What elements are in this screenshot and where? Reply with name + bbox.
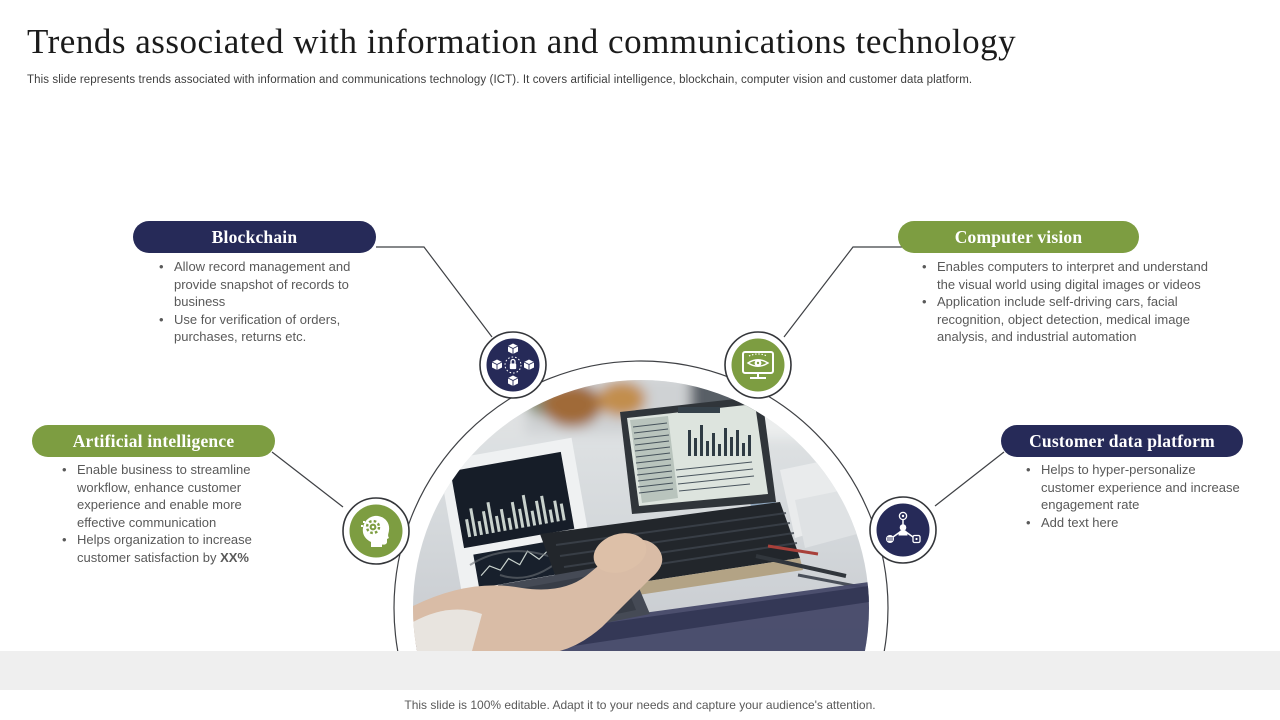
- pill-label: Computer vision: [954, 226, 1083, 247]
- bullet-list-blockchain: [157, 258, 392, 346]
- bullet-list-customer-data-platform: [1024, 461, 1248, 531]
- bullet-item: • Application include self-driving cars, facial recognition, object detection, medical image analysis, and industrial automation: [920, 293, 1222, 346]
- bullet-item: • Enables computers to interpret and understand the visual world using digital images or videos: [920, 258, 1222, 293]
- pill-label: Blockchain: [211, 226, 298, 247]
- pill-label: Artificial intelligence: [72, 430, 235, 451]
- connector-blockchain: [376, 247, 492, 337]
- highlight-placeholder: XX%: [220, 549, 249, 565]
- bullet-list-artificial-intelligence: [60, 461, 288, 566]
- bullet-item: • Add text here: [1024, 514, 1248, 532]
- artificial-intelligence-badge: [343, 498, 409, 564]
- label-pill-artificial-intelligence: [32, 425, 275, 457]
- workspace-photo: [413, 372, 874, 651]
- connector-customer-data-platform: [935, 452, 1004, 506]
- label-pill-customer-data-platform: [1001, 425, 1243, 457]
- bullet-item: • Helps organization to increase customer satisfaction by XX%: [60, 531, 288, 566]
- bottom-gray-band: [0, 651, 1280, 690]
- label-pill-blockchain: [133, 221, 376, 253]
- bullet-item: • Use for verification of orders, purchases, returns etc.: [157, 311, 392, 346]
- bullet-list-computer-vision: [920, 258, 1222, 346]
- connector-computer-vision: [784, 247, 902, 337]
- label-pill-computer-vision: [898, 221, 1139, 253]
- bullet-item: • Allow record management and provide snapshot of records to business: [157, 258, 392, 311]
- blockchain-badge: [480, 332, 546, 398]
- bullet-item: • Helps to hyper-personalize customer experience and increase engagement rate: [1024, 461, 1248, 514]
- slide-subtitle: This slide represents trends associated with information and communications technology (ICT). It covers artificial intelligence, blockchain, computer vision and customer data platform.: [27, 74, 973, 86]
- computer-vision-badge: [725, 332, 791, 398]
- page-title: Trends associated with information and communications technology: [27, 22, 1017, 61]
- footer-note: This slide is 100% editable. Adapt it to your needs and capture your audience's attention.: [404, 698, 876, 712]
- customer-data-platform-badge: [870, 497, 936, 563]
- pill-label: Customer data platform: [1029, 430, 1215, 451]
- bullet-item: • Enable business to streamline workflow, enhance customer experience and enable more effective communication: [60, 461, 288, 531]
